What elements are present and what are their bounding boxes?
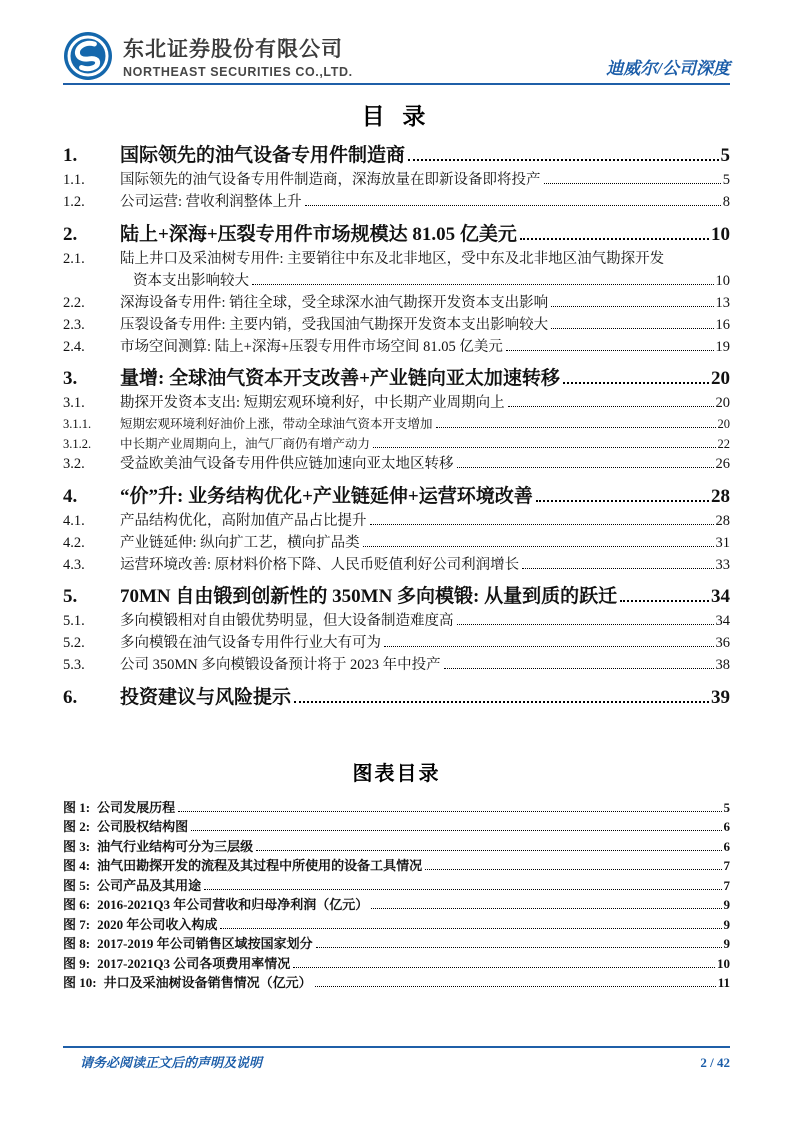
toc-entry-title: 多向模锻在油气设备专用件行业大有可为 bbox=[120, 635, 381, 651]
toc-entry-2 bbox=[63, 222, 730, 247]
toc-entry-page: 38 bbox=[715, 657, 730, 673]
toc-entry-title: 产业链延伸: 纵向扩工艺，横向扩品类 bbox=[120, 534, 360, 551]
toc-entry-2-1 bbox=[63, 250, 730, 270]
toc-entry-3-1-2 bbox=[63, 436, 730, 453]
dot-leader bbox=[373, 444, 715, 448]
dot-leader bbox=[256, 847, 721, 851]
figure-entry-label: 图 7: bbox=[63, 916, 91, 932]
toc-entry-title: 勘探开发资本支出: 短期宏观环境利好，中长期产业周期向上 bbox=[120, 395, 505, 411]
toc-entry-number: 3.2. bbox=[63, 456, 85, 472]
toc-entry-title: 短期宏观环境利好油价上涨，带动全球油气资本开支增加 bbox=[120, 417, 433, 431]
figure-entry-page: 5 bbox=[723, 799, 730, 815]
dot-leader bbox=[191, 827, 721, 831]
figure-entry-label: 图 5: bbox=[63, 877, 91, 893]
figure-entry-page: 6 bbox=[723, 819, 730, 834]
toc-title: 目 录 bbox=[361, 104, 432, 129]
toc-entry-page: 20 bbox=[717, 417, 730, 431]
figure-entry-4 bbox=[63, 857, 730, 875]
dot-leader bbox=[408, 156, 718, 161]
toc-entry-page: 36 bbox=[715, 635, 730, 651]
figure-entry-title: 井口及采油树设备销售情况（亿元） bbox=[103, 975, 312, 990]
toc-entry-title: 陆上+深海+压裂专用件市场规模达 81.05 亿美元 bbox=[120, 223, 517, 245]
figure-entry-page: 6 bbox=[723, 838, 730, 854]
toc-entry-page: 8 bbox=[722, 194, 730, 210]
company-name-cn: 东北证券股份有限公司 bbox=[123, 38, 343, 61]
toc-entry-title: 投资建议与风险提示 bbox=[120, 686, 292, 708]
figure-directory-title: 图表目录 bbox=[352, 762, 441, 785]
figure-entry-page: 7 bbox=[723, 877, 730, 893]
toc-entry-2-3 bbox=[63, 316, 730, 336]
dot-leader bbox=[252, 281, 714, 285]
figure-entry-title: 公司产品及其用途 bbox=[97, 877, 202, 893]
dot-leader bbox=[620, 597, 709, 602]
toc-entry-4-1 bbox=[63, 512, 730, 532]
figure-entry-page: 10 bbox=[717, 955, 730, 971]
dot-leader bbox=[316, 944, 722, 948]
figure-list bbox=[63, 799, 730, 992]
toc-entry-1 bbox=[63, 143, 730, 168]
toc-entry-number: 5.3. bbox=[63, 657, 85, 673]
dot-leader bbox=[371, 905, 721, 909]
toc-entry-number: 4.3. bbox=[63, 556, 85, 573]
footer-divider bbox=[63, 1046, 730, 1048]
figure-entry-title: 2017-2019 年公司销售区域按国家划分 bbox=[97, 936, 313, 951]
toc-entry-4 bbox=[63, 484, 730, 509]
toc-entry-2-1-continuation bbox=[63, 272, 730, 292]
toc-entry-page: 28 bbox=[715, 512, 730, 529]
dot-leader bbox=[436, 424, 716, 428]
toc-entry-number: 6. bbox=[63, 686, 78, 708]
figure-entry-10 bbox=[63, 974, 730, 992]
toc-entry-title: 受益欧美油气设备专用件供应链加速向亚太地区转移 bbox=[120, 456, 454, 472]
dot-leader bbox=[220, 925, 721, 929]
content-area bbox=[63, 98, 730, 994]
toc-entry-number: 1. bbox=[63, 145, 78, 166]
toc-entry-page: 31 bbox=[715, 534, 730, 551]
toc-entry-page: 16 bbox=[715, 316, 730, 333]
toc-entry-2-2 bbox=[63, 294, 730, 314]
dot-leader bbox=[315, 983, 716, 987]
toc-entry-2-4 bbox=[63, 338, 730, 358]
figure-entry-6 bbox=[63, 896, 730, 914]
header-divider bbox=[63, 83, 730, 85]
toc-entry-5 bbox=[63, 584, 730, 609]
toc-entry-number: 3.1. bbox=[63, 395, 85, 411]
toc-entry-page: 34 bbox=[715, 613, 730, 629]
toc-entry-number: 2.1. bbox=[63, 250, 85, 267]
figure-entry-1 bbox=[63, 799, 730, 817]
toc-entry-number: 2. bbox=[63, 223, 78, 245]
toc-entry-title: 多向模锻相对自由锻优势明显，但大设备制造难度高 bbox=[120, 613, 454, 629]
toc-entry-title: 中长期产业周期向上，油气厂商仍有增产动力 bbox=[120, 436, 371, 451]
toc-entry-3-1-1 bbox=[63, 416, 730, 433]
toc-entry-number: 5.1. bbox=[63, 613, 85, 629]
footer-disclaimer: 请务必阅读正文后的声明及说明 bbox=[80, 1055, 263, 1070]
page-footer bbox=[63, 1052, 730, 1071]
toc-entry-page: 13 bbox=[715, 294, 730, 311]
dot-leader bbox=[522, 565, 713, 569]
figure-entry-label: 图 3: bbox=[63, 838, 91, 854]
toc-entry-4-3 bbox=[63, 556, 730, 576]
figure-entry-2 bbox=[63, 818, 730, 836]
figure-entry-title: 2020 年公司收入构成 bbox=[97, 916, 218, 932]
toc-entry-3-2 bbox=[63, 455, 730, 475]
toc-entry-title: 公司运营: 营收利润整体上升 bbox=[120, 194, 302, 210]
figure-entry-7 bbox=[63, 916, 730, 934]
toc-entry-5-3 bbox=[63, 656, 730, 676]
toc-entry-page: 39 bbox=[711, 686, 730, 708]
toc-entry-page: 5 bbox=[722, 172, 730, 188]
dot-leader bbox=[563, 379, 709, 384]
toc-entry-number: 3.1.1. bbox=[63, 417, 92, 431]
toc-entry-page: 20 bbox=[711, 368, 730, 389]
toc-entry-page: 20 bbox=[715, 395, 730, 411]
toc-entry-title: 压裂设备专用件: 主要内销，受我国油气勘探开发资本支出影响较大 bbox=[120, 316, 549, 333]
figure-entry-label: 图 1: bbox=[63, 799, 91, 815]
toc-entry-number: 3.1.2. bbox=[63, 436, 92, 451]
figure-entry-label: 图 8: bbox=[63, 936, 91, 951]
figure-entry-3 bbox=[63, 838, 730, 856]
dot-leader bbox=[370, 521, 714, 525]
figure-entry-label: 图 10: bbox=[63, 975, 97, 990]
toc-entry-number: 4.2. bbox=[63, 534, 85, 551]
toc-entry-title: 深海设备专用件: 销往全球，受全球深水油气勘探开发资本支出影响 bbox=[120, 294, 549, 311]
figure-entry-page: 11 bbox=[717, 975, 730, 990]
toc-entry-title-continued: 资本支出影响较大 bbox=[133, 272, 249, 289]
figure-entry-page: 9 bbox=[723, 936, 730, 951]
toc-entry-page: 10 bbox=[715, 272, 730, 289]
toc-entry-number: 2.4. bbox=[63, 338, 85, 355]
report-tag: 迪威尔/公司深度 bbox=[606, 59, 730, 78]
toc-entry-title: 70MN 自由锻到创新性的 350MN 多向模锻: 从量到质的跃迁 bbox=[120, 586, 618, 607]
toc-entry-number: 4.1. bbox=[63, 512, 85, 529]
toc-entry-title: 公司 350MN 多向模锻设备预计将于 2023 年中投产 bbox=[120, 657, 441, 673]
toc-entry-page: 34 bbox=[711, 586, 730, 607]
toc-entry-title: 运营环境改善: 原材料价格下降、人民币贬值利好公司利润增长 bbox=[120, 556, 520, 573]
toc-entry-number: 5.2. bbox=[63, 635, 85, 651]
dot-leader bbox=[294, 698, 709, 703]
figure-entry-9 bbox=[63, 955, 730, 973]
dot-leader bbox=[178, 808, 721, 812]
figure-entry-5 bbox=[63, 877, 730, 895]
dot-leader bbox=[551, 325, 713, 329]
figure-entry-label: 图 4: bbox=[63, 858, 91, 873]
dot-leader bbox=[551, 303, 713, 307]
figure-entry-8 bbox=[63, 935, 730, 953]
figure-entry-page: 9 bbox=[723, 916, 730, 932]
toc-entry-title: 国际领先的油气设备专用件制造商 bbox=[120, 145, 406, 166]
dot-leader bbox=[544, 180, 721, 184]
toc-entry-title: 产品结构优化，高附加值产品占比提升 bbox=[120, 512, 367, 529]
dot-leader bbox=[363, 543, 714, 547]
figure-entry-title: 公司发展历程 bbox=[97, 799, 176, 815]
toc-entry-page: 28 bbox=[711, 485, 730, 507]
dot-leader bbox=[425, 866, 721, 870]
toc-entry-5-1 bbox=[63, 612, 730, 632]
figure-entry-label: 图 6: bbox=[63, 897, 91, 912]
toc-entry-6 bbox=[63, 685, 730, 710]
toc-entry-number: 5. bbox=[63, 586, 78, 607]
toc-entry-1-2 bbox=[63, 193, 730, 213]
toc-entry-number: 1.1. bbox=[63, 172, 85, 188]
brand-text bbox=[123, 33, 353, 79]
dot-leader bbox=[536, 497, 709, 502]
toc-entry-3-1 bbox=[63, 394, 730, 414]
toc-entry-number: 4. bbox=[63, 485, 78, 507]
dot-leader bbox=[457, 464, 714, 468]
figure-entry-title: 油气田勘探开发的流程及其过程中所使用的设备工具情况 bbox=[97, 858, 423, 873]
toc-entry-page: 5 bbox=[720, 145, 730, 166]
dot-leader bbox=[457, 621, 714, 625]
toc-entry-1-1 bbox=[63, 171, 730, 191]
figure-entry-title: 2016-2021Q3 年公司营收和归母净利润（亿元） bbox=[97, 897, 369, 912]
toc-entry-title: 陆上井口及采油树专用件: 主要销往中东及北非地区，受中东及北非地区油气勘探开发 bbox=[120, 250, 665, 267]
dot-leader bbox=[293, 964, 715, 968]
toc-entry-page: 33 bbox=[715, 556, 730, 573]
toc-entry-number: 3. bbox=[63, 368, 78, 389]
toc-entry-page: 19 bbox=[715, 338, 730, 355]
toc-entry-number: 1.2. bbox=[63, 194, 85, 210]
company-name-en: NORTHEAST SECURITIES CO.,LTD. bbox=[123, 65, 353, 79]
toc-entry-title: “价”升: 业务结构优化+产业链延伸+运营环境改善 bbox=[120, 485, 533, 507]
figure-entry-label: 图 9: bbox=[63, 955, 91, 971]
toc-entry-page: 10 bbox=[711, 223, 730, 245]
dot-leader bbox=[204, 886, 721, 890]
figure-entry-title: 2017-2021Q3 公司各项费用率情况 bbox=[97, 955, 291, 971]
toc-entry-number: 2.3. bbox=[63, 316, 85, 333]
figure-entry-page: 9 bbox=[723, 897, 730, 912]
toc-entry-page: 26 bbox=[715, 456, 730, 472]
toc-entry-title: 国际领先的油气设备专用件制造商，深海放量在即新设备即将投产 bbox=[120, 172, 541, 188]
toc-list bbox=[63, 143, 730, 710]
toc-entry-4-2 bbox=[63, 534, 730, 554]
toc-entry-number: 2.2. bbox=[63, 294, 85, 311]
toc-entry-page: 22 bbox=[717, 436, 730, 451]
dot-leader bbox=[444, 665, 714, 669]
brand-block bbox=[63, 31, 353, 81]
toc-entry-title: 市场空间测算: 陆上+深海+压裂专用件市场空间 81.05 亿美元 bbox=[120, 338, 503, 355]
figure-entry-title: 油气行业结构可分为三层级 bbox=[97, 838, 254, 854]
dot-leader bbox=[384, 643, 714, 647]
figure-entry-label: 图 2: bbox=[63, 819, 91, 834]
dot-leader bbox=[305, 202, 721, 206]
page-header bbox=[63, 31, 730, 81]
dot-leader bbox=[506, 347, 714, 351]
toc-entry-3 bbox=[63, 366, 730, 391]
northeast-securities-logo-icon bbox=[63, 31, 113, 81]
toc-entry-title: 量增: 全球油气资本开支改善+产业链向亚太加速转移 bbox=[120, 368, 560, 389]
page-number: 2 / 42 bbox=[700, 1055, 730, 1070]
dot-leader bbox=[520, 235, 709, 240]
figure-entry-title: 公司股权结构图 bbox=[97, 819, 189, 834]
dot-leader bbox=[508, 403, 714, 407]
toc-entry-5-2 bbox=[63, 634, 730, 654]
figure-entry-page: 7 bbox=[723, 858, 730, 873]
